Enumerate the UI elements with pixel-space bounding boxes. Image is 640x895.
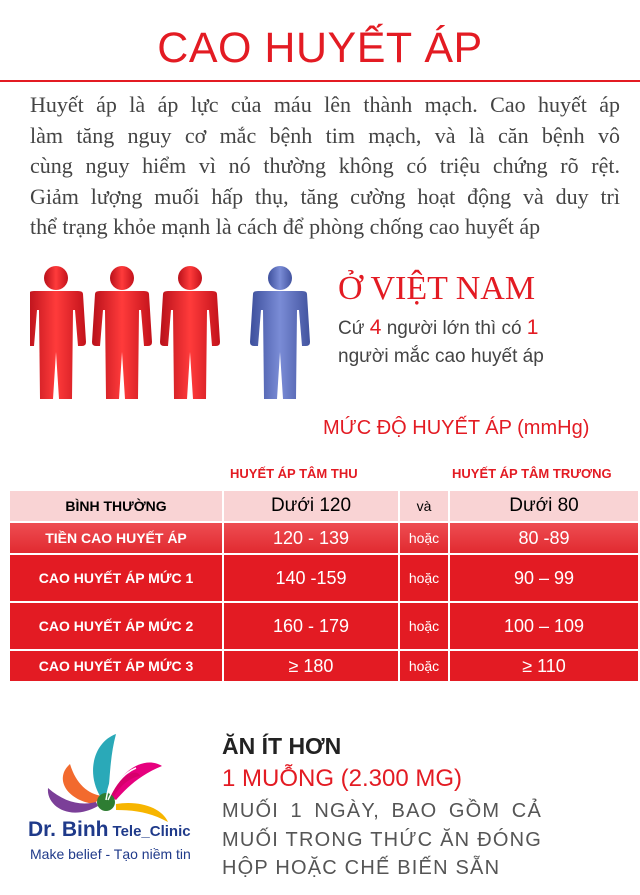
intro-line: Giảm lượng muối hấp thụ, tăng cường hoạt động và duy trì — [30, 183, 620, 209]
row-label: CAO HUYẾT ÁP MỨC 3 — [38, 658, 194, 674]
row-label: CAO HUYẾT ÁP MỨC 2 — [38, 618, 194, 634]
vietnam-stat-line-1: Cứ 4 người lớn thì có 1 — [338, 316, 539, 339]
advice-note — [222, 797, 542, 883]
vietnam-stat-line-2: người mắc cao huyết áp — [338, 346, 544, 367]
people-illustration — [30, 258, 320, 403]
brand-tele-clinic: Tele_Clinic — [112, 823, 191, 840]
column-header-diastolic: HUYẾT ÁP TÂM TRƯƠNG — [452, 466, 612, 481]
title-divider — [0, 80, 640, 82]
clinic-logo-icon — [36, 726, 186, 826]
intro-line: cùng nguy hiểm vì nó thường không có triệu chứng rõ rệt. — [30, 153, 620, 178]
diastolic-value: 80 -89 — [448, 523, 638, 553]
person-icon-affected — [160, 266, 220, 399]
intro-paragraph — [30, 90, 620, 243]
advice-heading: ĂN ÍT HƠN — [222, 733, 342, 759]
advice-note-line: MUỐI TRONG THỨC ĂN ĐÓNG — [222, 828, 542, 851]
diastolic-value: 90 – 99 — [448, 555, 638, 601]
conjunction: hoặc — [398, 523, 448, 553]
stat-number-4: 4 — [369, 316, 382, 339]
advice-note-line: MUỐI 1 NGÀY, BAO GỒM CẢ — [222, 800, 542, 822]
table-row — [10, 491, 638, 523]
vietnam-statistic — [338, 314, 638, 371]
conjunction: hoặc — [398, 555, 448, 601]
intro-line: thể trạng khỏe mạnh là cách để phòng chống cao huyết áp — [30, 214, 541, 239]
table-row — [10, 603, 638, 651]
conjunction: hoặc — [398, 651, 448, 681]
diastolic-value: 100 – 109 — [448, 603, 638, 649]
brand-dr-binh: Dr. Binh — [28, 818, 109, 841]
table-row — [10, 523, 638, 555]
diastolic-value: ≥ 110 — [448, 651, 638, 681]
advice-note-line: HỘP HOẶC CHẾ BIẾN SẴN — [222, 857, 501, 879]
page-title: CAO HUYẾT ÁP — [157, 24, 483, 72]
table-row — [10, 651, 638, 683]
column-header-systolic: HUYẾT ÁP TÂM THU — [230, 466, 358, 481]
conjunction: hoặc — [398, 603, 448, 649]
row-label: BÌNH THƯỜNG — [65, 498, 167, 514]
intro-line: làm tăng nguy cơ mắc bệnh tim mạch, và là căn bệnh vô — [30, 122, 620, 148]
row-label: CAO HUYẾT ÁP MỨC 1 — [38, 570, 194, 586]
brand-name — [28, 818, 191, 842]
person-icon-affected — [92, 266, 152, 399]
blood-pressure-table — [10, 491, 638, 683]
diastolic-value: Dưới 80 — [448, 491, 638, 521]
systolic-value: Dưới 120 — [222, 491, 398, 521]
systolic-value: 140 -159 — [222, 555, 398, 601]
stat-number-1: 1 — [526, 316, 539, 339]
table-title: MỨC ĐỘ HUYẾT ÁP (mmHg) — [323, 417, 590, 439]
row-label: TIỀN CAO HUYẾT ÁP — [45, 530, 187, 546]
conjunction: và — [398, 491, 448, 521]
person-icon-affected — [30, 266, 86, 399]
person-icon-other — [250, 266, 310, 399]
systolic-value: 160 - 179 — [222, 603, 398, 649]
intro-line: Huyết áp là áp lực của máu lên thành mạch. Cao huyết áp — [30, 92, 620, 117]
vietnam-heading: Ở VIỆT NAM — [338, 270, 536, 307]
table-row — [10, 555, 638, 603]
systolic-value: ≥ 180 — [222, 651, 398, 681]
brand-slogan: Make belief - Tạo niềm tin — [30, 846, 191, 862]
systolic-value: 120 - 139 — [222, 523, 398, 553]
advice-amount: 1 MUỖNG (2.300 MG) — [222, 765, 463, 792]
